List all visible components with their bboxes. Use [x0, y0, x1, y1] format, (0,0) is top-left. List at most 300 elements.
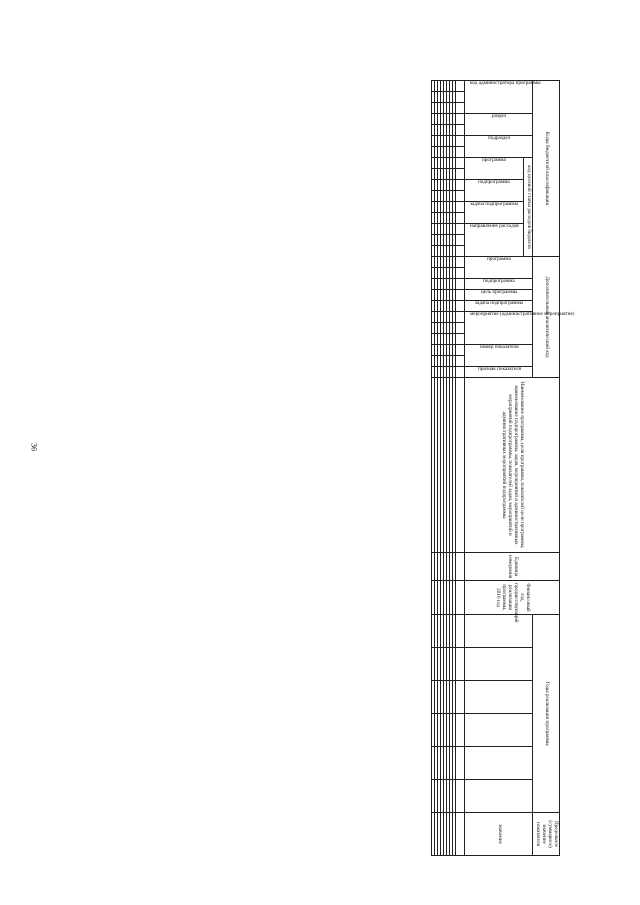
column-number — [456, 136, 465, 147]
code-digit — [447, 367, 450, 378]
row-year-value — [453, 747, 456, 780]
code-digit — [453, 334, 456, 345]
code-digit — [438, 345, 441, 356]
name-column-header: Наименование программы, цели программы, показателей цели программы, наименование подпрограммы, задач, мероприятий и административных мероприятий подпрограммы, показателей задач, мероприятий и административных мероприятий подпрограммы — [465, 378, 560, 553]
column-number — [456, 158, 465, 169]
code-digit — [453, 147, 456, 158]
code-digit — [447, 290, 450, 301]
code-digit — [435, 290, 438, 301]
final-value-header: Предельное (суммарное) значение показателя — [533, 813, 560, 856]
code-digit — [444, 136, 447, 147]
code-digit — [432, 224, 435, 235]
column-number — [456, 334, 465, 345]
code-digit — [447, 213, 450, 224]
row-year-value — [438, 714, 441, 747]
code-digit — [438, 246, 441, 257]
vertical-header-label: цель программы — [480, 289, 517, 295]
vlabel-admin — [465, 80, 541, 114]
code-digit — [444, 147, 447, 158]
row-year-value — [444, 747, 447, 780]
row-year-value — [435, 615, 438, 648]
code-digit — [447, 92, 450, 103]
page-number: 36 — [29, 443, 39, 451]
row-year-value — [441, 648, 444, 681]
code-digit — [435, 268, 438, 279]
vertical-header-label: раздел — [491, 113, 506, 119]
code-digit — [450, 279, 453, 290]
vlabel-programma — [465, 158, 524, 180]
code-digit — [435, 125, 438, 136]
code-digit — [441, 290, 444, 301]
code-sub-header: код целевой статьи расходов бюджета — [524, 158, 533, 257]
column-number — [456, 169, 465, 180]
code-digit — [432, 367, 435, 378]
code-digit — [438, 312, 441, 323]
code-digit — [444, 103, 447, 114]
codes-group-header: Коды бюджетной классификации — [533, 81, 560, 257]
vertical-header-label: номер показателя — [479, 344, 518, 350]
column-number — [456, 581, 465, 615]
code-digit — [444, 191, 447, 202]
code-digit — [432, 356, 435, 367]
code-digit — [435, 158, 438, 169]
code-digit — [441, 367, 444, 378]
code-digit — [444, 356, 447, 367]
code-digit — [453, 246, 456, 257]
code-digit — [453, 81, 456, 92]
code-digit — [444, 92, 447, 103]
code-digit — [432, 345, 435, 356]
row-year-value — [435, 681, 438, 714]
code-digit — [432, 257, 435, 268]
vertical-header-label: направление расходов — [469, 223, 519, 229]
code-digit — [432, 92, 435, 103]
row-year-value — [450, 714, 453, 747]
column-number — [456, 290, 465, 301]
column-number — [456, 301, 465, 312]
row-final-value — [453, 813, 456, 856]
code-digit — [447, 312, 450, 323]
code-digit — [447, 345, 450, 356]
code-digit — [453, 158, 456, 169]
code-digit — [447, 202, 450, 213]
vertical-header-label: программа — [482, 157, 507, 163]
code-digit — [453, 125, 456, 136]
code-digit — [441, 114, 444, 125]
code-digit — [438, 279, 441, 290]
row-unit — [447, 553, 450, 581]
row-unit — [444, 553, 447, 581]
row-year-value — [450, 648, 453, 681]
code-digit — [450, 125, 453, 136]
vlabel-napravlenie — [465, 224, 524, 257]
row-fin-year-value — [447, 581, 450, 615]
code-digit — [450, 268, 453, 279]
row-year-value — [447, 714, 450, 747]
code-digit — [450, 356, 453, 367]
code-digit — [444, 367, 447, 378]
column-number — [456, 780, 465, 813]
row-unit — [450, 553, 453, 581]
code-digit — [441, 301, 444, 312]
code-digit — [435, 92, 438, 103]
row-unit — [438, 553, 441, 581]
vertical-header-label: задача подпрограммы — [470, 201, 519, 207]
code-digit — [444, 213, 447, 224]
code-digit — [444, 224, 447, 235]
code-digit — [438, 268, 441, 279]
row-year-value — [432, 747, 435, 780]
column-number — [456, 681, 465, 714]
code-digit — [432, 180, 435, 191]
code-digit — [435, 147, 438, 158]
column-number — [456, 92, 465, 103]
code-digit — [435, 334, 438, 345]
code-digit — [450, 202, 453, 213]
code-digit — [450, 224, 453, 235]
code-digit — [447, 191, 450, 202]
row-description — [447, 378, 450, 553]
code-digit — [453, 290, 456, 301]
code-digit — [432, 323, 435, 334]
code-digit — [438, 257, 441, 268]
code-digit — [432, 81, 435, 92]
column-number — [456, 813, 465, 856]
code-digit — [435, 367, 438, 378]
code-digit — [435, 114, 438, 125]
code-digit — [438, 92, 441, 103]
code-digit — [435, 279, 438, 290]
row-year-value — [444, 681, 447, 714]
column-number — [456, 103, 465, 114]
table-row — [444, 81, 447, 856]
code-digit — [438, 301, 441, 312]
code-digit — [450, 323, 453, 334]
row-year-value — [450, 747, 453, 780]
vlabel-zadacha-podprogrammy — [465, 202, 524, 224]
row-fin-year-value — [432, 581, 435, 615]
code-digit — [447, 257, 450, 268]
code-digit — [450, 257, 453, 268]
row-year-value — [435, 747, 438, 780]
code-digit — [435, 301, 438, 312]
code-digit — [435, 312, 438, 323]
row-fin-year-value — [450, 581, 453, 615]
vlabel-razdel — [465, 114, 533, 136]
code-digit — [441, 136, 444, 147]
row-year-value — [450, 681, 453, 714]
row-year-value — [432, 714, 435, 747]
row-year-value — [432, 615, 435, 648]
code-digit — [453, 279, 456, 290]
code-digit — [441, 356, 444, 367]
code-digit — [444, 345, 447, 356]
code-digit — [453, 191, 456, 202]
code-digit — [444, 268, 447, 279]
column-number — [456, 378, 465, 553]
code-digit — [432, 114, 435, 125]
code-digit — [432, 334, 435, 345]
column-number — [456, 345, 465, 356]
code-digit — [438, 213, 441, 224]
code-digit — [438, 81, 441, 92]
vlabel-zadacha — [465, 301, 533, 312]
code-digit — [435, 202, 438, 213]
code-digit — [453, 268, 456, 279]
column-number — [456, 553, 465, 581]
code-digit — [441, 213, 444, 224]
column-number — [456, 81, 465, 92]
column-number — [456, 257, 465, 268]
year-header — [465, 681, 533, 714]
code-digit — [450, 180, 453, 191]
code-digit — [453, 367, 456, 378]
row-year-value — [453, 615, 456, 648]
code-digit — [450, 169, 453, 180]
code-digit — [432, 312, 435, 323]
row-year-value — [453, 681, 456, 714]
code-digit — [453, 345, 456, 356]
table-row — [450, 81, 453, 856]
code-digit — [447, 158, 450, 169]
years-group-header: Годы реализации программы — [533, 615, 560, 813]
code-digit — [453, 356, 456, 367]
code-digit — [453, 213, 456, 224]
row-year-value — [441, 747, 444, 780]
code-digit — [432, 213, 435, 224]
code-digit — [435, 136, 438, 147]
code-digit — [453, 301, 456, 312]
code-digit — [444, 279, 447, 290]
code-digit — [438, 169, 441, 180]
row-year-value — [447, 681, 450, 714]
row-fin-year-value — [441, 581, 444, 615]
row-final-value — [447, 813, 450, 856]
column-number — [456, 747, 465, 780]
code-digit — [438, 202, 441, 213]
row-year-value — [435, 780, 438, 813]
code-digit — [450, 312, 453, 323]
code-digit — [450, 158, 453, 169]
code-digit — [444, 323, 447, 334]
code-digit — [447, 279, 450, 290]
row-year-value — [450, 615, 453, 648]
code-digit — [432, 290, 435, 301]
code-digit — [447, 81, 450, 92]
row-unit — [435, 553, 438, 581]
code-digit — [453, 92, 456, 103]
vlabel-priznak — [465, 367, 533, 378]
vlabel-add-programma — [465, 257, 533, 279]
row-fin-year-value — [453, 581, 456, 615]
code-digit — [450, 147, 453, 158]
row-year-value — [432, 648, 435, 681]
code-digit — [438, 136, 441, 147]
column-number — [456, 202, 465, 213]
code-digit — [435, 169, 438, 180]
code-digit — [447, 268, 450, 279]
row-final-value — [438, 813, 441, 856]
row-year-value — [441, 681, 444, 714]
code-digit — [450, 290, 453, 301]
code-digit — [438, 147, 441, 158]
code-digit — [432, 169, 435, 180]
code-digit — [438, 356, 441, 367]
rotated-table-wrapper — [40, 80, 575, 850]
code-digit — [441, 279, 444, 290]
column-number — [456, 147, 465, 158]
row-final-value — [444, 813, 447, 856]
code-digit — [447, 323, 450, 334]
vertical-header-label: подраздел — [487, 135, 510, 141]
code-digit — [438, 334, 441, 345]
code-digit — [432, 235, 435, 246]
row-year-value — [444, 648, 447, 681]
row-description — [453, 378, 456, 553]
code-digit — [444, 81, 447, 92]
code-digit — [453, 169, 456, 180]
code-digit — [435, 103, 438, 114]
code-digit — [435, 235, 438, 246]
code-digit — [447, 246, 450, 257]
code-digit — [453, 114, 456, 125]
code-digit — [453, 224, 456, 235]
column-number — [456, 323, 465, 334]
code-digit — [444, 312, 447, 323]
code-digit — [438, 367, 441, 378]
code-digit — [432, 301, 435, 312]
table-row — [441, 81, 444, 856]
column-number — [456, 125, 465, 136]
code-digit — [441, 323, 444, 334]
column-number — [456, 114, 465, 125]
row-year-value — [444, 615, 447, 648]
year-header — [465, 780, 533, 813]
column-number — [456, 268, 465, 279]
code-digit — [453, 202, 456, 213]
code-digit — [453, 235, 456, 246]
code-digit — [435, 213, 438, 224]
fin-year-column-header: Финансовый год, предшествующий реализации программы, 2016 год — [465, 581, 560, 615]
column-number — [456, 356, 465, 367]
code-digit — [447, 356, 450, 367]
code-digit — [447, 235, 450, 246]
column-number — [456, 224, 465, 235]
code-digit — [432, 158, 435, 169]
year-header — [465, 648, 533, 681]
row-year-value — [438, 615, 441, 648]
code-digit — [450, 114, 453, 125]
row-year-value — [447, 648, 450, 681]
code-digit — [441, 334, 444, 345]
vertical-header-label: мероприятие (административное мероприятие) — [469, 311, 575, 317]
row-year-value — [441, 780, 444, 813]
column-number — [456, 279, 465, 290]
row-year-value — [432, 780, 435, 813]
code-digit — [447, 114, 450, 125]
column-number — [456, 367, 465, 378]
code-digit — [438, 180, 441, 191]
code-digit — [444, 202, 447, 213]
vlabel-cel — [465, 290, 533, 301]
column-number — [456, 235, 465, 246]
row-description — [441, 378, 444, 553]
column-number — [456, 648, 465, 681]
row-year-value — [444, 780, 447, 813]
row-year-value — [453, 714, 456, 747]
vertical-header-label: код администратора программы — [469, 80, 541, 86]
code-digit — [444, 180, 447, 191]
code-digit — [444, 169, 447, 180]
code-digit — [435, 257, 438, 268]
code-digit — [435, 180, 438, 191]
year-header — [465, 615, 533, 648]
code-digit — [441, 103, 444, 114]
code-digit — [450, 191, 453, 202]
code-digit — [447, 147, 450, 158]
code-digit — [438, 224, 441, 235]
additional-code-header: Дополнительный аналитический код — [533, 257, 560, 378]
vertical-header-label: подпрограмма — [478, 179, 510, 185]
code-digit — [435, 323, 438, 334]
table-row — [447, 81, 450, 856]
code-digit — [441, 257, 444, 268]
row-year-value — [447, 780, 450, 813]
code-digit — [435, 81, 438, 92]
program-table — [431, 80, 575, 856]
row-final-value — [432, 813, 435, 856]
code-digit — [441, 312, 444, 323]
row-description — [444, 378, 447, 553]
row-year-value — [438, 681, 441, 714]
code-digit — [441, 268, 444, 279]
code-digit — [441, 235, 444, 246]
code-digit — [450, 345, 453, 356]
code-digit — [447, 136, 450, 147]
code-digit — [450, 103, 453, 114]
code-digit — [450, 92, 453, 103]
code-digit — [444, 301, 447, 312]
code-digit — [432, 103, 435, 114]
code-digit — [450, 81, 453, 92]
vertical-header-label: признак показателя — [477, 366, 521, 372]
code-digit — [432, 279, 435, 290]
code-digit — [432, 268, 435, 279]
row-final-value — [435, 813, 438, 856]
vlabel-meropriyatie — [465, 311, 575, 345]
row-year-value — [453, 648, 456, 681]
code-digit — [441, 191, 444, 202]
column-number — [456, 615, 465, 648]
row-fin-year-value — [438, 581, 441, 615]
row-year-value — [444, 714, 447, 747]
code-digit — [438, 323, 441, 334]
row-description — [438, 378, 441, 553]
row-year-value — [435, 648, 438, 681]
vlabel-nomer — [465, 345, 533, 367]
code-digit — [435, 191, 438, 202]
code-digit — [441, 125, 444, 136]
row-description — [432, 378, 435, 553]
code-digit — [432, 136, 435, 147]
row-year-value — [450, 780, 453, 813]
code-digit — [450, 301, 453, 312]
code-digit — [432, 202, 435, 213]
row-year-value — [435, 714, 438, 747]
code-digit — [450, 334, 453, 345]
table-row — [432, 81, 435, 856]
code-digit — [441, 202, 444, 213]
